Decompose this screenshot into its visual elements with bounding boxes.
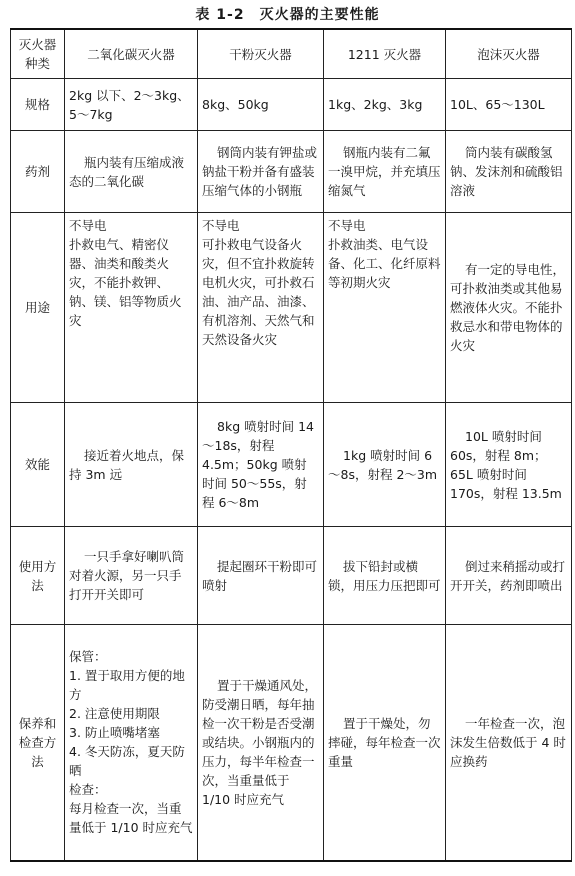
extinguisher-table — [10, 28, 572, 862]
row-label-maintenance: 保养和检查方法 — [11, 625, 65, 861]
cell-spec-halon: 1kg、2kg、3kg — [324, 79, 446, 131]
header-co2: 二氧化碳灭火器 — [65, 29, 198, 79]
cell-spec-co2: 2kg 以下、2～3kg、5～7kg — [65, 79, 198, 131]
table-caption: 表 1-2 灭火器的主要性能 — [195, 7, 380, 23]
cell-maintenance-halon: 置于干燥处，勿摔碰，每年检查一次重量 — [324, 625, 446, 861]
table-row-usage — [11, 213, 572, 403]
row-label-efficacy: 效能 — [11, 403, 65, 527]
table-row-spec — [11, 79, 572, 131]
header-type-label: 灭火器 种类 — [11, 29, 65, 79]
cell-agent-co2: 瓶内装有压缩成液态的二氧化碳 — [65, 131, 198, 213]
cell-maintenance-co2: 保管： 1. 置于取用方便的地方 2. 注意使用期限 3. 防止喷嘴堵塞 4. 冬天防冻，夏天防晒 检查： 每月检查一次，当重量低于 1/10 时应充气 — [65, 625, 198, 861]
cell-method-foam: 倒过来稍摇动或打开开关，药剂即喷出 — [446, 527, 572, 625]
table-row-agent — [11, 131, 572, 213]
cell-maintenance-foam: 一年检查一次，泡沫发生倍数低于 4 时应换药 — [446, 625, 572, 861]
cell-usage-powder: 不导电 可扑救电气设备火灾，但不宜扑救旋转电机火灾，可扑救石油、油产品、油漆、有机溶剂、天然气和天然设备火灾 — [198, 213, 324, 403]
row-label-method: 使用方法 — [11, 527, 65, 625]
header-row — [11, 29, 572, 79]
cell-method-co2: 一只手拿好喇叭筒对着火源，另一只手打开开关即可 — [65, 527, 198, 625]
cell-efficacy-co2: 接近着火地点，保持 3m 远 — [65, 403, 198, 527]
header-halon: 1211 灭火器 — [324, 29, 446, 79]
cell-spec-powder: 8kg、50kg — [198, 79, 324, 131]
cell-efficacy-foam: 10L 喷射时间 60s，射程 8m；65L 喷射时间 170s，射程 13.5m — [446, 403, 572, 527]
header-foam: 泡沫灭火器 — [446, 29, 572, 79]
cell-efficacy-halon: 1kg 喷射时间 6～8s，射程 2～3m — [324, 403, 446, 527]
table-row-method — [11, 527, 572, 625]
cell-agent-powder: 钢筒内装有钾盐或钠盐干粉并备有盛装压缩气体的小钢瓶 — [198, 131, 324, 213]
row-label-agent: 药剂 — [11, 131, 65, 213]
cell-agent-foam: 筒内装有碳酸氢钠、发沫剂和硫酸铝溶液 — [446, 131, 572, 213]
cell-usage-foam: 有一定的导电性，可扑救油类或其他易燃液体火灾。不能扑救忌水和带电物体的火灾 — [446, 213, 572, 403]
cell-maintenance-powder: 置于干燥通风处，防受潮日晒，每年抽检一次干粉是否受潮或结块。小钢瓶内的压力，每半年检查一次，当重量低于 1/10 时应充气 — [198, 625, 324, 861]
cell-usage-halon: 不导电 扑救油类、电气设备、化工、化纤原料等初期火灾 — [324, 213, 446, 403]
cell-method-halon: 拔下铅封或横锁，用压力压把即可 — [324, 527, 446, 625]
cell-spec-foam: 10L、65～130L — [446, 79, 572, 131]
table-row-efficacy — [11, 403, 572, 527]
header-powder: 干粉灭火器 — [198, 29, 324, 79]
row-label-spec: 规格 — [11, 79, 65, 131]
table-row-maintenance — [11, 625, 572, 861]
cell-method-powder: 提起圈环干粉即可喷射 — [198, 527, 324, 625]
cell-efficacy-powder: 8kg 喷射时间 14～18s，射程 4.5m；50kg 喷射时间 50～55s，射程 6～8m — [198, 403, 324, 527]
row-label-usage: 用途 — [11, 213, 65, 403]
cell-usage-co2: 不导电 扑救电气、精密仪器、油类和酸类火灾，不能扑救钾、钠、镁、铝等物质火灾 — [65, 213, 198, 403]
cell-agent-halon: 钢瓶内装有二氟一溴甲烷，并充填压缩氮气 — [324, 131, 446, 213]
